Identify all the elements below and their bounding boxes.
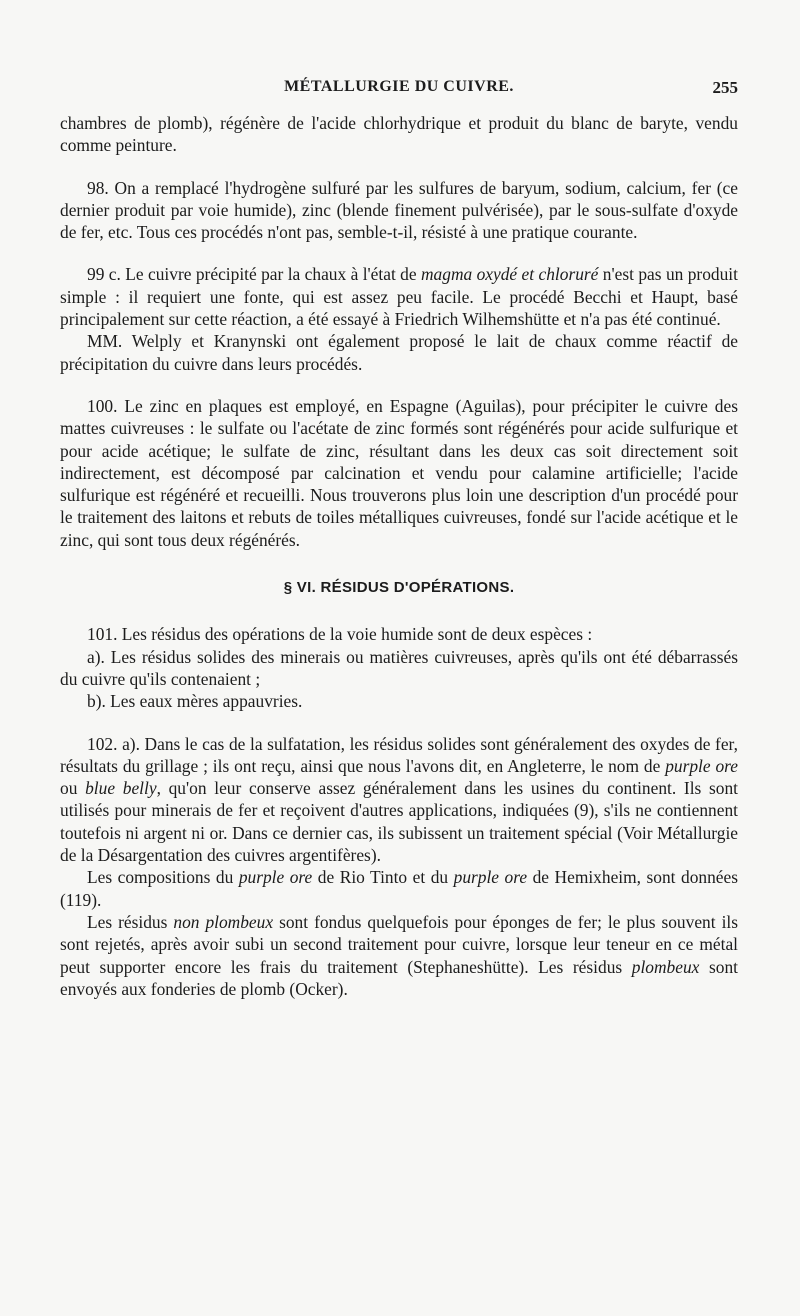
- paragraph-continuation: chambres de plomb), régénère de l'acide chlorhydrique et produit du blanc de baryte, vendu comme peinture.: [60, 113, 738, 156]
- paragraph-103-italic-2: purple ore: [453, 867, 528, 888]
- paragraph-102-text-start: 102. a). Dans le cas de la sulfatation, les résidus solides sont généralement des oxydes de fer, résultats du grillage ; ils ont reçu, ainsi que nous l'avons dit, en Angleterre, le nom de: [60, 733, 738, 776]
- running-title: MÉTALLURGIE DU CUIVRE.: [284, 78, 514, 95]
- paragraph-102-italic-1: purple ore: [665, 755, 739, 776]
- paragraph-99-text-start: 99 c. Le cuivre précipité par la chaux à l'état de: [87, 264, 421, 285]
- page-number: 255: [712, 78, 738, 97]
- paragraph-101-b: b). Les eaux mères appauvries.: [87, 691, 303, 712]
- paragraph-103-text-start: Les compositions du: [87, 867, 239, 888]
- paragraph-103: [60, 866, 738, 911]
- paragraph-104-text-end: sont envoyés aux fonderies de plomb (Ocker).: [60, 956, 738, 999]
- paragraph-104: [60, 911, 738, 1000]
- paragraph-99: [60, 263, 738, 330]
- paragraph-99-italic: magma oxydé et chloruré: [421, 264, 599, 285]
- body-text: [60, 112, 738, 1000]
- section-heading: § VI. RÉSIDUS D'OPÉRATIONS.: [283, 579, 515, 597]
- paragraph-102: [60, 733, 738, 867]
- paragraph-104-text-start: Les résidus: [87, 911, 174, 932]
- paragraph-103-text-mid: de Rio Tinto et du: [312, 867, 454, 888]
- paragraph-104-italic-1: non plombeux: [173, 911, 274, 932]
- paragraph-101-a: a). Les résidus solides des minerais ou matières cuivreuses, après qu'ils ont été débarrassés du cuivre qu'ils contenaient ;: [60, 646, 738, 689]
- paragraph-104-italic-2: plombeux: [631, 956, 700, 977]
- paragraph-102-text-end: , qu'on leur conserve assez généralement dans les usines du continent. Ils sont utilisés pour minerais de fer et reçoivent d'autres applications, indiquées (9), s'ils ne contiennent toutefois ni argent ni or. Dans ce dernier cas, ils subissent un traitement spécial (Voir Métallurgie de la Désargentation des cuivres argentifères).: [60, 778, 738, 866]
- paragraph-98: 98. On a remplacé l'hydrogène sulfuré par les sulfures de baryum, sodium, calcium, fer (ce dernier produit par voie humide), zinc (blende finement pulvérisée), par le sous-sulfate d'oxyde de fer, etc. Tous ces procédés n'ont pas, semble-t-il, résisté à une pratique courante.: [60, 177, 738, 243]
- paragraph-102-text-mid: ou: [60, 778, 86, 799]
- paragraph-100: 100. Le zinc en plaques est employé, en Espagne (Aguilas), pour précipiter le cuivre des mattes cuivreuses : le sulfate ou l'acétate de zinc formés sont régénérés pour acide sulfurique et pour acide acétique; le sulfate de zinc, résultant dans les deux cas soit directement soit indirectement, est décomposé par calcination et vendu pour calamine artificielle; l'acide sulfurique est régénéré et recueilli. Nous trouverons plus loin une description d'un procédé pour le traitement des laitons et rebuts de toiles métalliques cuivreuses, fondé sur l'acide acétique et le zinc, qui sont tous deux régénérés.: [60, 395, 738, 550]
- running-head: [60, 78, 738, 100]
- paragraph-103-italic-1: purple ore: [238, 867, 313, 888]
- paragraph-104-text-mid: sont fondus quelquefois pour éponges de fer; le plus souvent ils sont rejetés, après avoir subi un second traitement pour cuivre, lorsque leur teneur en ce métal peut supporter encore les frais du traitement (Stephaneshütte). Les résidus: [60, 911, 738, 977]
- paragraph-101: 101. Les résidus des opérations de la voie humide sont de deux espèces :: [87, 624, 593, 645]
- paragraph-102-italic-2: blue belly: [85, 778, 157, 799]
- paragraph-99-text-end: n'est pas un produit simple : il requiert une fonte, qui est assez peu facile. Le procédé Becchi et Haupt, basé principalement sur cette réaction, a été essayé à Friedrich Wilhemshütte et n'a pas été continué.: [60, 264, 738, 330]
- paragraph-103-text-end: de Hemixheim, sont données (119).: [60, 867, 739, 910]
- paragraph-99-b: MM. Welply et Kranynski ont également proposé le lait de chaux comme réactif de précipitation du cuivre dans leurs procédés.: [60, 331, 738, 374]
